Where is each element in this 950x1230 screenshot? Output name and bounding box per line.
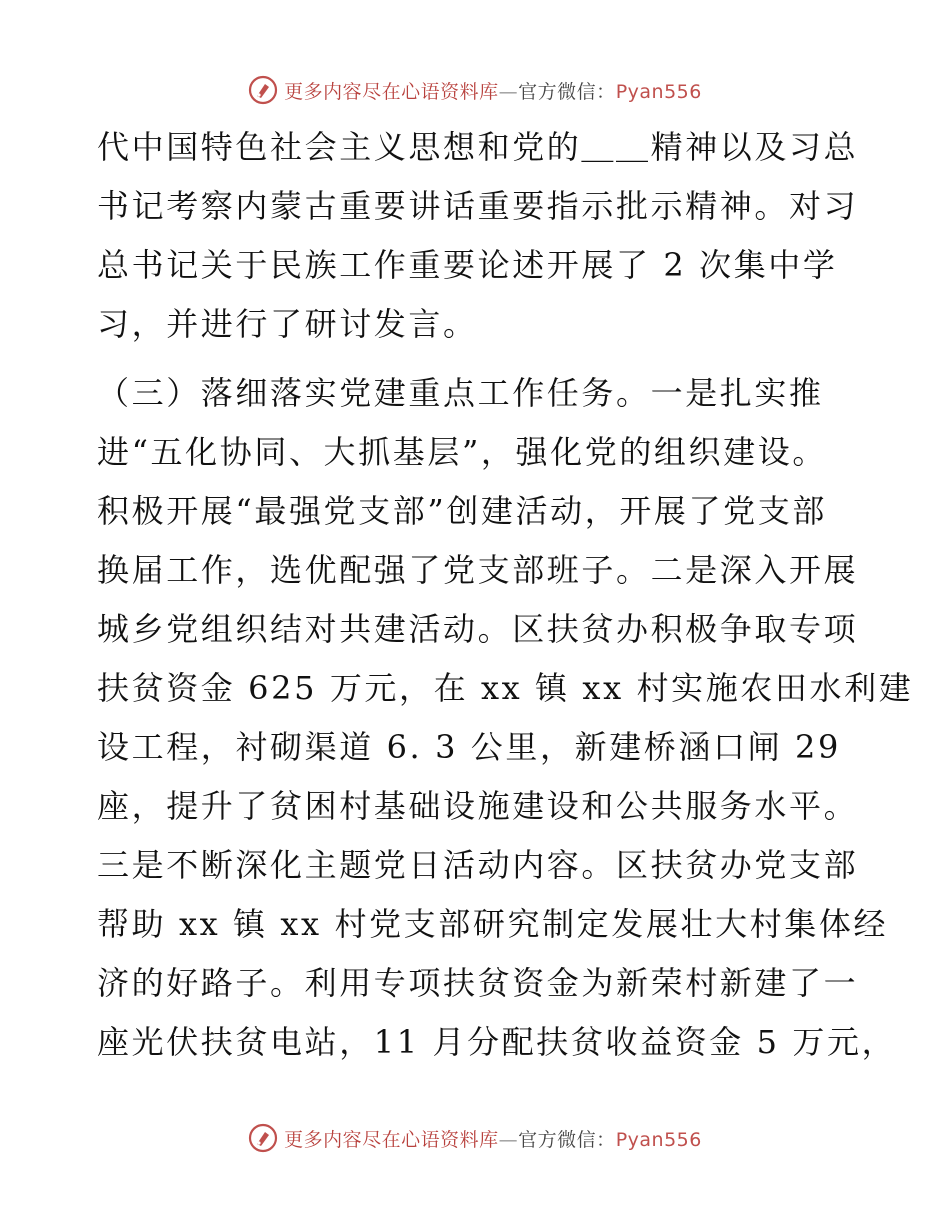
- pen-nib-logo-icon: [248, 75, 278, 105]
- paragraph-spacer: [97, 354, 857, 364]
- text-line: 习，并进行了研讨发言。: [97, 305, 478, 343]
- text-line: 三是不断深化主题党日活动内容。区扶贫办党支部: [97, 846, 859, 884]
- document-body: [97, 118, 914, 1072]
- watermark-separator: —: [498, 1128, 519, 1151]
- text-line: 座，提升了贫困村基础设施建设和公共服务水平。: [97, 787, 859, 825]
- watermark-wechat-id: Pyan556: [615, 80, 702, 103]
- text-line: 换届工作，选优配强了党支部班子。二是深入开展: [97, 551, 859, 589]
- text-line: 帮助 xx 镇 xx 村党支部研究制定发展壮大村集体经: [97, 905, 889, 943]
- header-watermark: [0, 70, 950, 110]
- text-line: 进“五化协同、大抓基层”，强化党的组织建设。: [97, 433, 827, 471]
- text-line: 城乡党组织结对共建活动。区扶贫办积极争取专项: [97, 610, 859, 648]
- watermark-brand: 更多内容尽在心语资料库: [284, 80, 499, 103]
- text-line: 书记考察内蒙古重要讲话重要指示批示精神。对习: [97, 187, 859, 225]
- watermark-separator: —: [498, 80, 519, 103]
- watermark-brand: 更多内容尽在心语资料库: [284, 1128, 499, 1151]
- pen-nib-logo-icon: [248, 1123, 278, 1153]
- paragraph-2: [97, 364, 914, 1072]
- text-line: 座光伏扶贫电站，11 月分配扶贫收益资金 5 万元，: [97, 1023, 897, 1061]
- watermark-wechat-label: 官方微信：: [518, 80, 616, 103]
- text-line: 总书记关于民族工作重要论述开展了 2 次集中学: [97, 246, 838, 284]
- footer-watermark: [0, 1118, 950, 1158]
- text-line: 积极开展“最强党支部”创建活动，开展了党支部: [97, 492, 827, 530]
- text-line: 济的好路子。利用专项扶贫资金为新荣村新建了一: [97, 964, 859, 1002]
- watermark-wechat-id: Pyan556: [615, 1128, 702, 1151]
- watermark-text: [284, 77, 702, 104]
- text-line: （三）落细落实党建重点工作任务。一是扎实推: [97, 374, 824, 412]
- text-line: 代中国特色社会主义思想和党的＿＿精神以及习总: [97, 128, 859, 166]
- watermark-wechat-label: 官方微信：: [518, 1128, 616, 1151]
- text-line: 设工程，衬砌渠道 6. 3 公里，新建桥涵口闸 29: [97, 728, 841, 766]
- paragraph-1: [97, 118, 857, 354]
- text-line: 扶贫资金 625 万元，在 xx 镇 xx 村实施农田水利建: [97, 669, 914, 707]
- watermark-text: [284, 1125, 702, 1152]
